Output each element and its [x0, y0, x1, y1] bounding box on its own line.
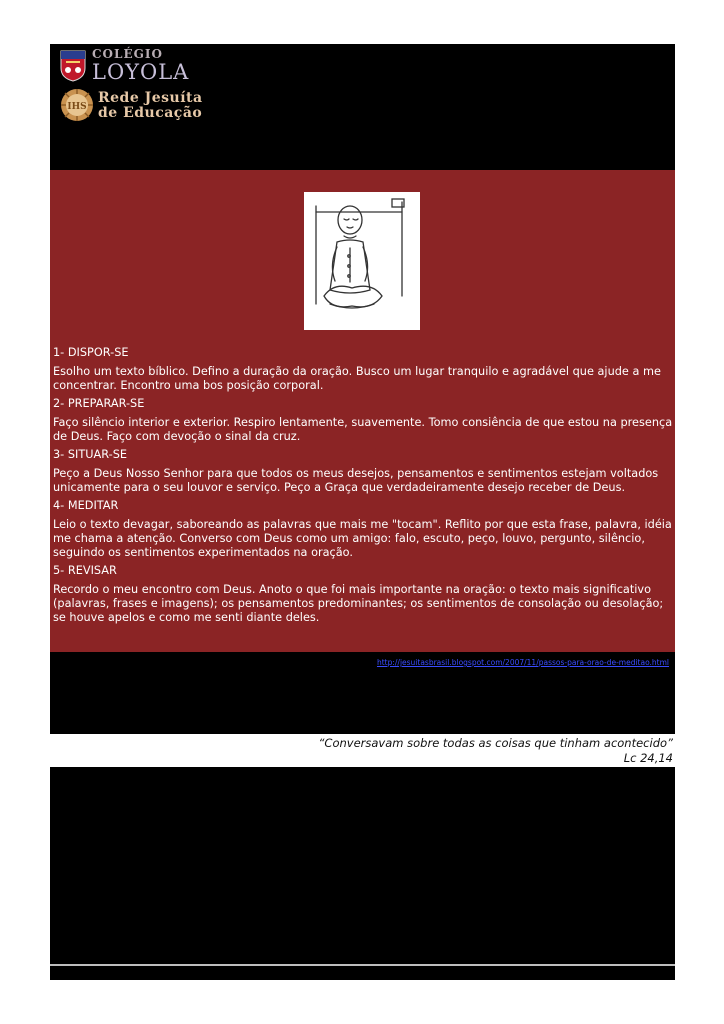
page [50, 44, 675, 980]
bible-reference: Lc 24,14 [623, 751, 673, 765]
bible-quote: “Conversavam sobre todas as coisas que tinham acontecido” [318, 736, 673, 750]
step-text: Faço silêncio interior e exterior. Respiro lentamente, suavemente. Tomo consiência de que estou na presença de Deus. Faço com devoção o sinal da cruz. [53, 416, 673, 443]
step-3 [53, 448, 673, 495]
step-title: 2- PREPARAR-SE [53, 397, 145, 410]
step-5 [53, 564, 673, 625]
rede-line-1: Rede Jesuíta [98, 90, 203, 106]
step-text: Peço a Deus Nosso Senhor para que todos os meus desejos, pensamentos e sentimentos estejam voltados unicamente para o seu louvor e serviço. Peço a Graça que verdadeiramente desejo receber de Deus. [53, 467, 659, 494]
step-title: 1- DISPOR-SE [53, 346, 129, 359]
shield-icon [60, 50, 86, 82]
step-text: Esolho um texto bíblico. Defino a duração da oração. Busco um lugar tranquilo e agradável que ajude a me concentrar. Encontro uma bos posição corporal. [53, 365, 661, 392]
meditating-figure-icon [304, 192, 420, 330]
college-small-label: COLÉGIO [92, 47, 163, 61]
sun-seal-icon [60, 88, 94, 122]
divider [50, 964, 675, 966]
quote-band [50, 734, 675, 767]
colegio-loyola-logo [60, 48, 210, 88]
step-title: 4- MEDITAR [53, 499, 119, 512]
step-text: Leio o texto devagar, saboreando as palavras que mais me "tocam". Reflito por que esta frase, palavra, idéia me chama a atenção. Converso com Deus como um amigo: falo, escuto, peço, louvo, pergunto, silêncio, seguindo os sentimentos experimentados na oração. [53, 518, 672, 559]
college-name: LOYOLA [92, 60, 190, 84]
source-link[interactable]: http://jesuitasbrasil.blogspot.com/2007/11/passos-para-orao-de-meditao.html [376, 658, 669, 667]
content-panel [50, 170, 675, 652]
header [50, 44, 675, 170]
step-4 [53, 499, 673, 560]
step-1 [53, 346, 673, 393]
step-title: 5- REVISAR [53, 564, 117, 577]
step-2 [53, 397, 673, 444]
step-text: Recordo o meu encontro com Deus. Anoto o que foi mais importante na oração: o texto mais significativo (palavras, frases e imagens); os pensamentos predominantes; os sentimentos de consolação ou desolação; se houve apelos e como me senti diante deles. [53, 583, 664, 624]
svg-text:IHS: IHS [67, 102, 87, 112]
rede-line-2: de Educação [98, 105, 203, 121]
rede-jesuita-logo [60, 88, 220, 124]
steps-list [53, 346, 673, 629]
meditation-illustration [304, 192, 420, 330]
step-title: 3- SITUAR-SE [53, 448, 128, 461]
